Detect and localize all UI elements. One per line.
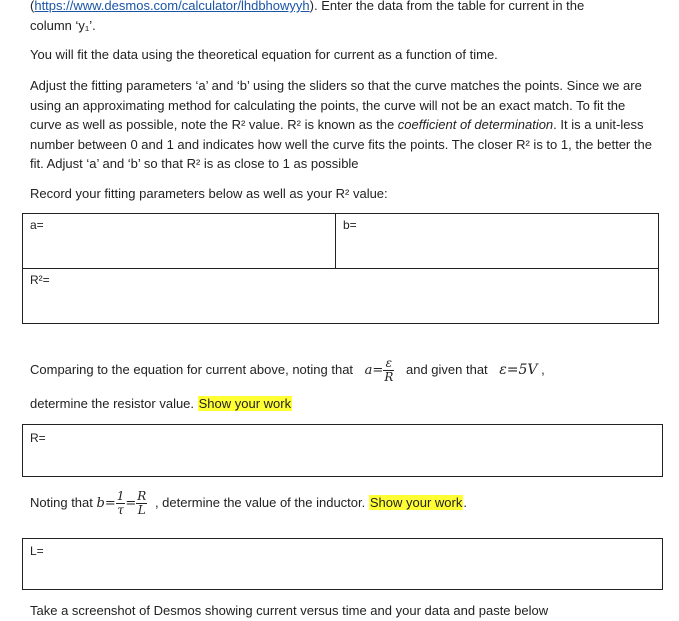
resistor-text-middle: and given that — [405, 361, 492, 377]
inductor-question-line — [30, 490, 467, 517]
resistor-answer-box[interactable] — [22, 424, 663, 477]
intro-after-link: ). Enter the data from the table for current in the — [309, 0, 585, 13]
eq-a-denominator: R — [384, 370, 394, 384]
eq-emf: ε=5V — [499, 361, 538, 378]
r2-value-cell[interactable] — [24, 270, 657, 322]
adjust-paragraph — [30, 76, 660, 174]
eq-b-fraction-2 — [136, 490, 147, 517]
b-label: b= — [343, 218, 357, 232]
resistor-text-before: Comparing to the equation for current above, noting that — [30, 361, 357, 377]
inductor-text-after: , determine the value of the inductor. — [154, 494, 369, 510]
r-label: R= — [30, 431, 46, 445]
eq-emf-comma: , — [537, 361, 545, 377]
eq-b-frac1-denominator: τ — [117, 503, 124, 517]
eq-a-fraction — [383, 357, 394, 384]
inductor-answer-box[interactable] — [22, 538, 663, 590]
adjust-text-b: . It is a unit-less number between 0 and 1 and indicates how well the curve fits the points. The closer R² is to 1, the better the fit. Adjust ‘a’ and ‘b’ so that R² is as close to 1 as possible — [30, 117, 652, 171]
eq-b-equals: = — [125, 495, 137, 511]
resistor-question-line — [30, 357, 545, 384]
desmos-link[interactable]: https://www.desmos.com/calculator/lhdbhowyyh — [34, 0, 310, 13]
resistor-line2 — [30, 394, 660, 414]
table-divider-horizontal — [23, 268, 658, 269]
eq-b-lhs: b= — [96, 495, 116, 511]
a-label: a= — [30, 218, 44, 232]
resistor-show-work-highlight: Show your work — [198, 396, 292, 411]
eq-b-frac2-numerator: R — [137, 489, 147, 503]
eq-b-frac2-denominator: L — [137, 503, 146, 517]
eq-a-numerator: ε — [383, 357, 394, 371]
inductor-show-work-highlight: Show your work — [369, 494, 463, 510]
resistor-determine-text: determine the resistor value. — [30, 396, 198, 411]
a-value-cell[interactable] — [24, 215, 334, 267]
table-divider-vertical — [335, 214, 336, 268]
intro-line2: column ‘y₁’. — [30, 17, 96, 33]
fit-intro-paragraph: You will fit the data using the theoretical equation for current as a function of time. — [30, 47, 498, 62]
eq-b-fraction-1 — [116, 490, 126, 517]
intro-paragraph — [30, 0, 660, 35]
fit-params-table — [22, 213, 659, 324]
coefficient-term: coefficient of determination — [397, 117, 554, 132]
eq-a-lhs: a= — [364, 362, 384, 378]
b-value-cell[interactable] — [337, 215, 657, 267]
l-label: L= — [30, 544, 44, 558]
inductor-text-before: Noting that — [30, 494, 97, 510]
inductor-period: . — [463, 494, 467, 510]
adjust-text-a: Adjust the fitting parameters ‘a’ and ‘b’ using the sliders so that the curve matches the points. Since we are using an approximating method for calculating the points, the curve will not be an exact match. To fit the curve as well as possible, note the R² value. R² is known as the — [30, 78, 642, 132]
eq-b-frac1-numerator: 1 — [116, 489, 125, 503]
r2-label: R²= — [30, 273, 50, 287]
open-paren: ( — [30, 0, 35, 13]
screenshot-instruction: Take a screenshot of Desmos showing current versus time and your data and paste below — [30, 603, 549, 618]
record-paragraph: Record your fitting parameters below as well as your R² value: — [30, 186, 388, 201]
